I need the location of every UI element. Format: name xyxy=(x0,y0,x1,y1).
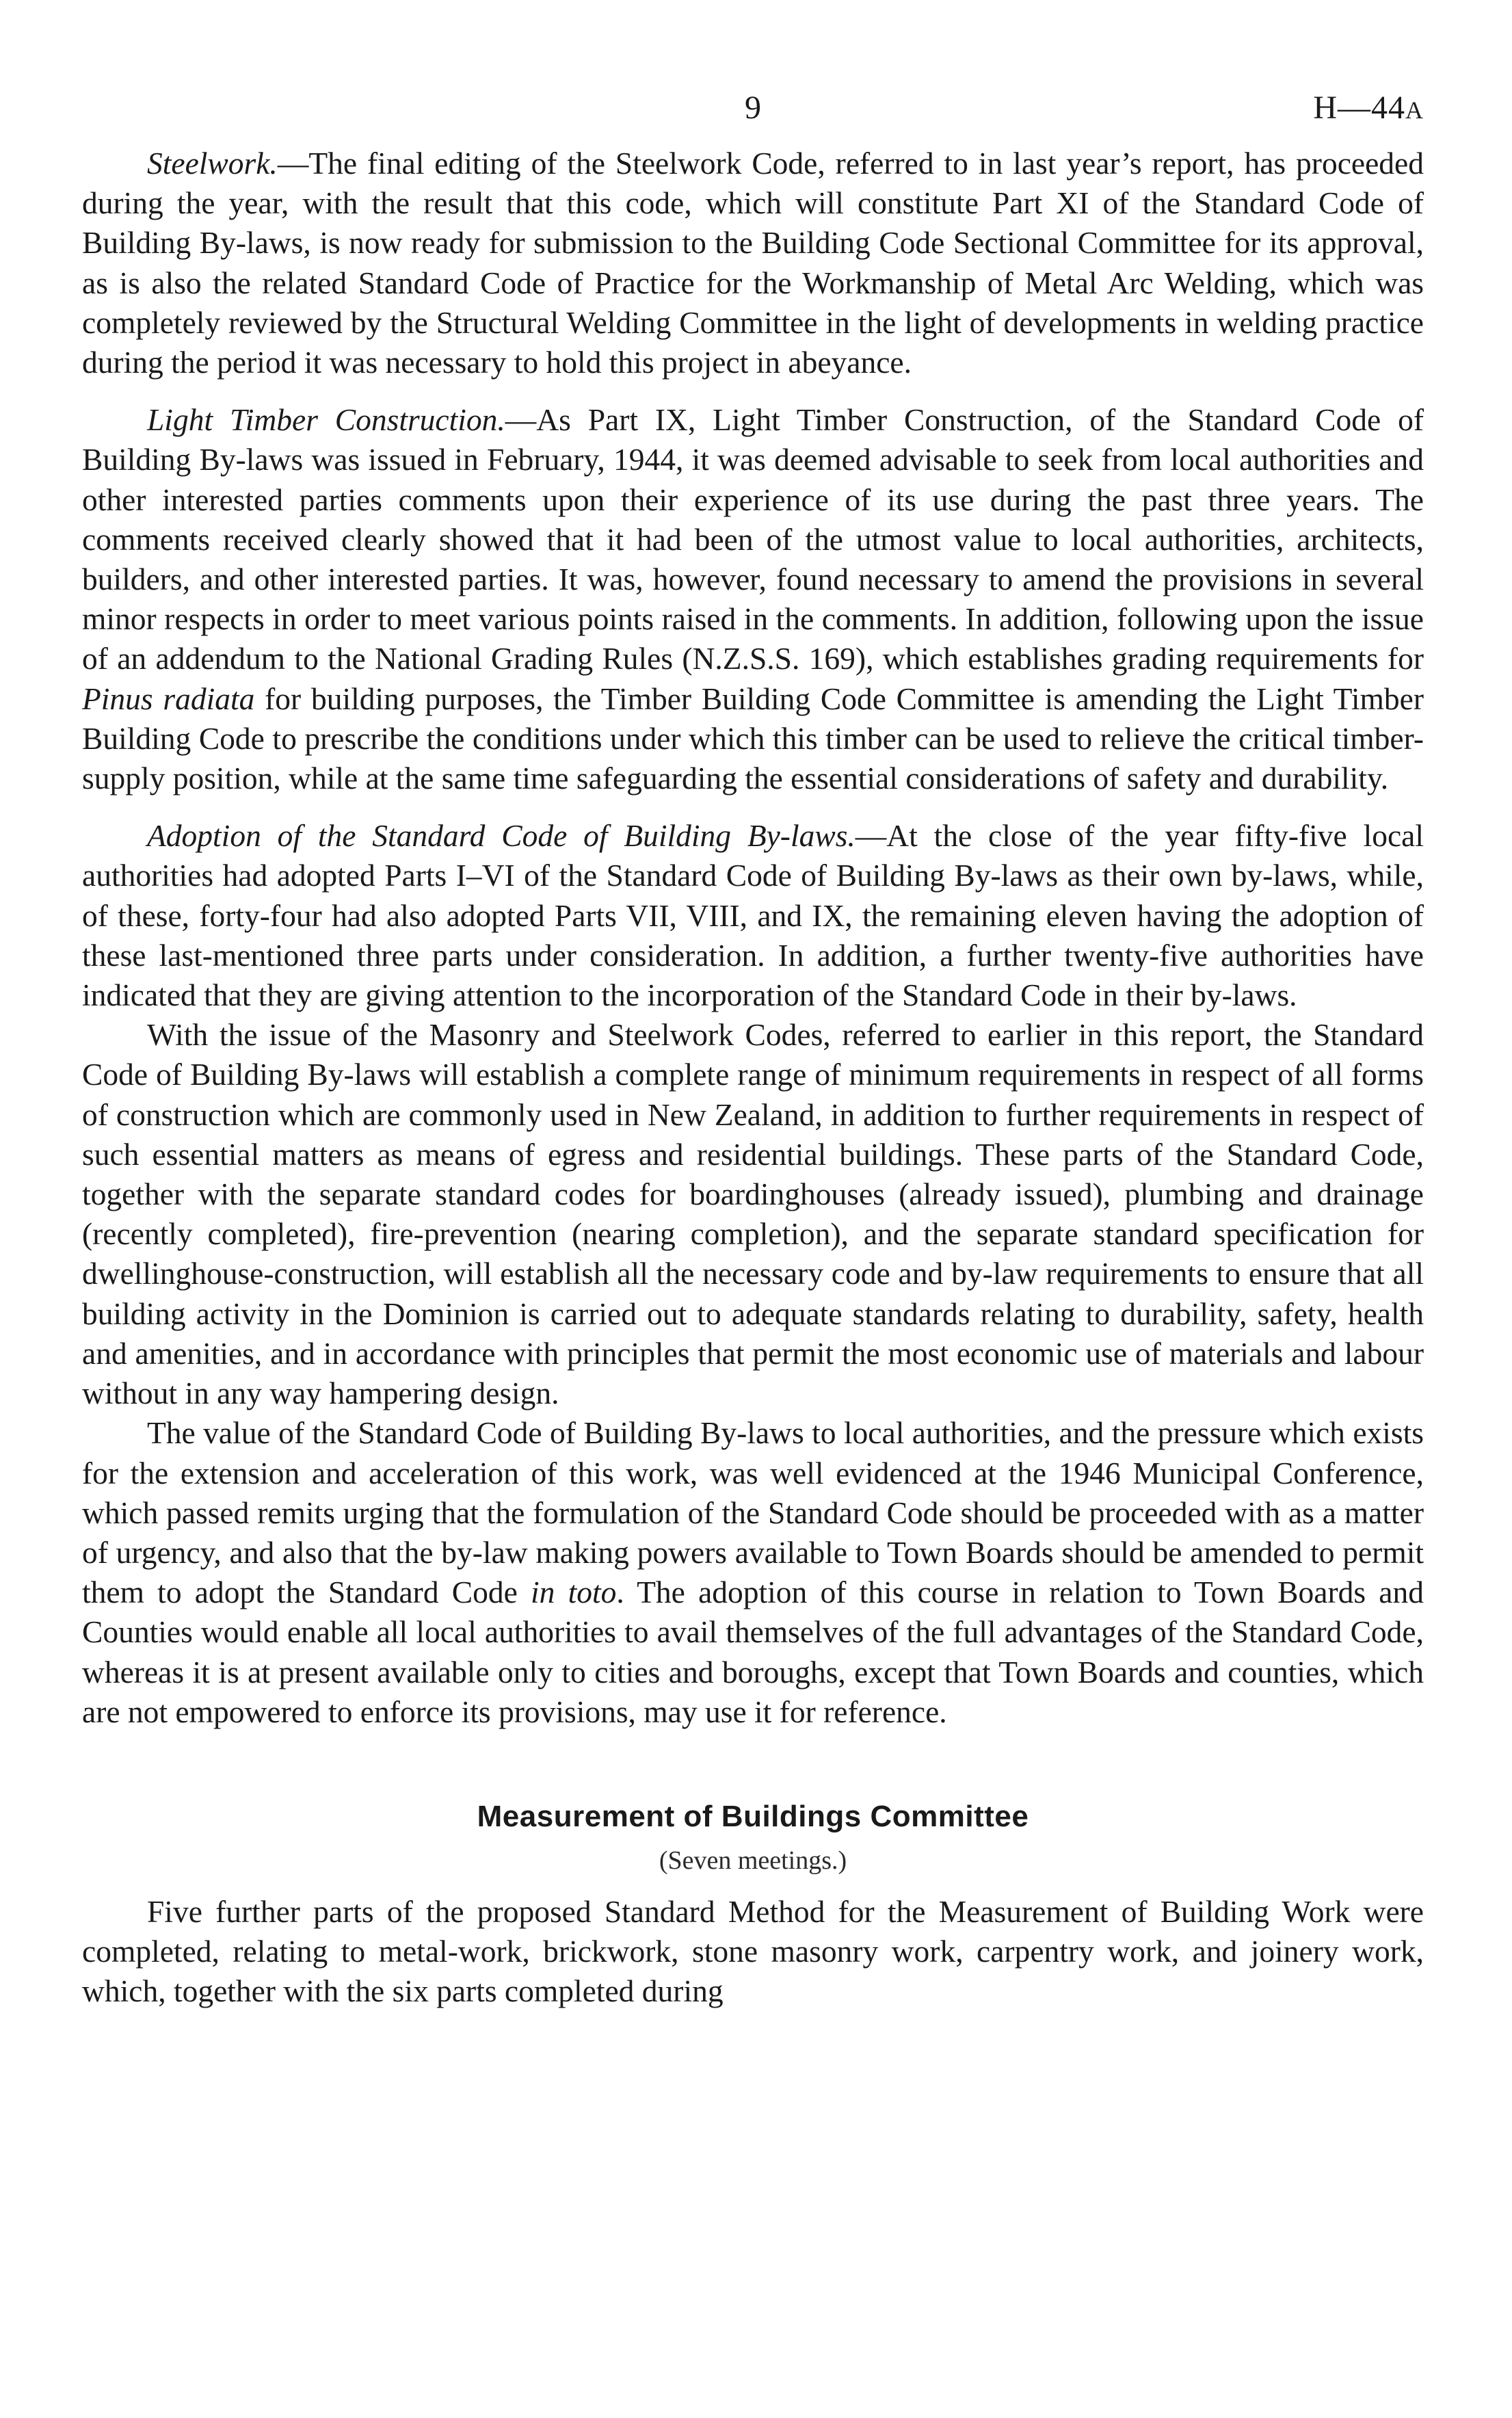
paragraph-masonry-steelwork xyxy=(82,1015,1424,1413)
adoption-body: —At the close of the year fifty-five local authorities had adopted Parts I–VI of the Standard Code of Building By-laws as their own by-laws, while, of these, forty-four had also adopted Parts VII, VIII, and IX, the remaining eleven having the adoption of these last-mentioned three parts under consideration. In addition, a further twenty-five authorities have indicated that they are giving attention to the incorporation of the Standard Code in their by-laws. xyxy=(82,818,1424,1013)
timber-body-2: for building purposes, the Timber Building Code Committee is amending the Light Timber Building Code to prescribe the conditions under which this timber can be used to relieve the critical timber-supply position, while at the same time safeguarding the essential considerations of safety and durability. xyxy=(82,681,1424,796)
section-heading: Measurement of Buildings Committee xyxy=(477,1799,1029,1833)
page-number: 9 xyxy=(745,90,761,126)
document-page xyxy=(82,82,1424,2012)
steelwork-body: —The final editing of the Steelwork Code, referred to in last year’s report, has proceeded during the year, with the result that this code, which will constitute Part XI of the Standard Code of Building By-laws, is now ready for submission to the Building Code Sectional Committee for its approval, as is also the related Standard Code of Practice for the Workmanship of Metal Arc Welding, which was completely reviewed by the Structural Welding Committee in the light of developments in welding practice during the period it was necessary to hold this project in abeyance. xyxy=(82,146,1424,380)
document-code xyxy=(1313,89,1424,127)
paragraph-measurement xyxy=(82,1892,1424,2012)
measurement-body: Five further parts of the proposed Standard Method for the Measurement of Building Work were completed, relating to metal-work, brickwork, stone masonry work, carpentry work, and joinery work, which, together with the six parts completed during xyxy=(82,1893,1424,2009)
value-body-1: The value of the Standard Code of Building By-laws to local authorities, and the pressure which exists for the extension and acceleration of this work, was well evidenced at the 1946 Municipal Conference, which passed remits urging that the formulation of the Standard Code should be proceeded with as a matter of urgency, and also that the by-law making powers available to Town Boards should be amended to permit them to adopt the Standard Code xyxy=(82,1415,1424,1610)
lead-adoption: Adoption of the Standard Code of Building By-laws. xyxy=(147,818,856,854)
paragraph-adoption xyxy=(82,816,1424,1015)
page-header xyxy=(82,82,1424,144)
document-code-suffix: A xyxy=(1405,96,1424,124)
lead-light-timber: Light Timber Construction. xyxy=(147,402,505,438)
paragraph-value xyxy=(82,1413,1424,1732)
timber-body-1: —As Part IX, Light Timber Construction, of the Standard Code of Building By-laws was issued in February, 1944, it was deemed advisable to seek from local authorities and other interested parties comments upon their experience of its use during the past three years. The comments received clearly showed that it had been of the utmost value to local authorities, architects, builders, and other interested parties. It was, however, found necessary to amend the provisions in several minor respects in order to meet various points raised in the comments. In addition, following upon the issue of an addendum to the National Grading Rules (N.Z.S.S. 169), which establishes grading requirements for xyxy=(82,402,1424,676)
timber-species: Pinus radiata xyxy=(82,681,255,716)
masonry-body: With the issue of the Masonry and Steelwork Codes, referred to earlier in this report, the Standard Code of Building By-laws will establish a complete range of minimum requirements in respect of all forms of construction which are commonly used in New Zealand, in addition to further requirements in respect of such essential matters as means of egress and residential buildings. These parts of the Standard Code, together with the separate standard codes for boardinghouses (already issued), plumbing and drainage (recently completed), fire-prevention (nearing completion), and the separate standard specification for dwellinghouse-construction, will establish all the necessary code and by-law requirements to ensure that all building activity in the Dominion is carried out to adequate standards relating to durability, safety, health and amenities, and in accordance with principles that permit the most economic use of materials and labour without in any way hampering design. xyxy=(82,1017,1424,1411)
document-code-main: H—44 xyxy=(1313,90,1405,126)
section-subheading: (Seven meetings.) xyxy=(659,1845,847,1875)
value-in-toto: in toto xyxy=(531,1575,617,1610)
lead-steelwork: Steelwork. xyxy=(147,146,278,181)
value-body-2: . The adoption of this course in relation to Town Boards and Counties would enable all local authorities to avail themselves of the full advantages of the Standard Code, whereas it is at present available only to cities and boroughs, except that Town Boards and counties, which are not empowered to enforce its provisions, may use it for reference. xyxy=(82,1575,1424,1729)
paragraph-light-timber xyxy=(82,400,1424,798)
paragraph-steelwork xyxy=(82,144,1424,382)
